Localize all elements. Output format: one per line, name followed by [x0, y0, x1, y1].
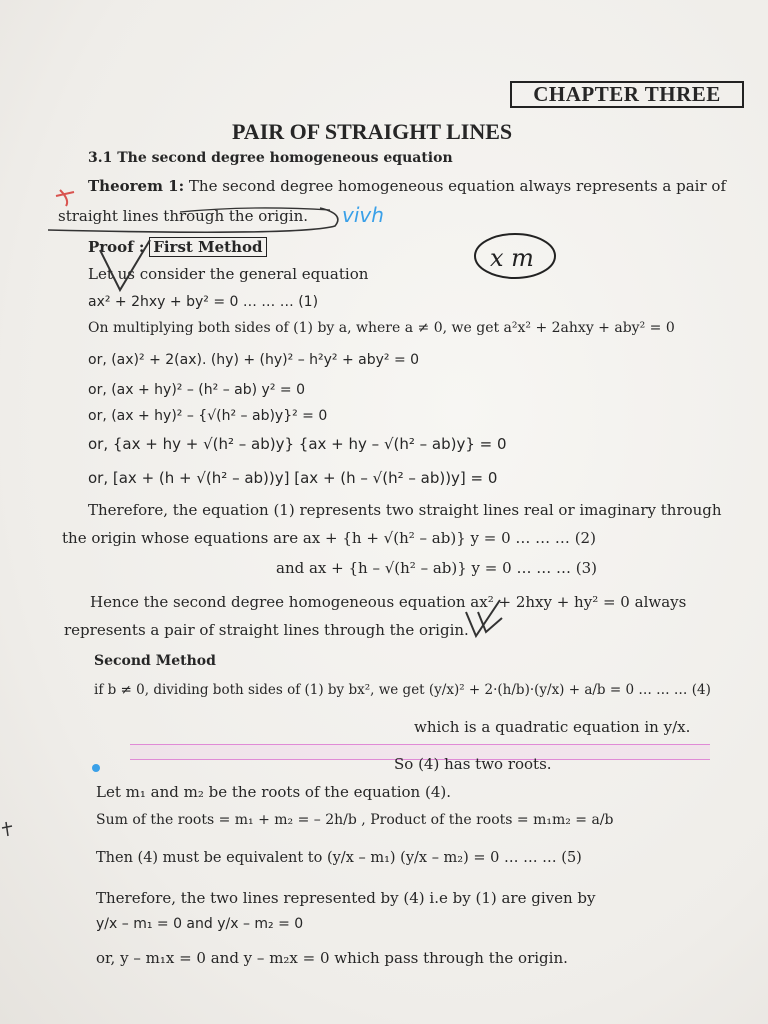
theorem-label: Theorem 1:: [88, 177, 185, 195]
quadratic-line: which is a quadratic equation in y/x.: [414, 718, 691, 736]
therefore-lines: Therefore, the two lines represented by (4) i.e by (1) are given by: [96, 889, 596, 907]
multiply-line: On multiplying both sides of (1) by a, where a ≠ 0, we get a²x² + 2ahxy + aby² = 0: [88, 320, 675, 336]
page-title: PAIR OF STRAIGHT LINES: [232, 119, 513, 144]
first-method-label: First Method: [149, 237, 266, 257]
lines-equations: y/x – m₁ = 0 and y/x – m₂ = 0: [96, 916, 304, 932]
theorem-text-1: The second degree homogeneous equation always represents a pair of: [188, 177, 726, 195]
section-heading: 3.1 The second degree homogeneous equation: [88, 150, 453, 166]
proof-label: Proof :: [88, 238, 145, 256]
or-line-2: or, (ax + hy)² – (h² – ab) y² = 0: [88, 382, 305, 398]
second-method-heading: Second Method: [94, 653, 216, 669]
pen-checkmark: [100, 240, 150, 290]
or-line-3: or, (ax + hy)² – {√(h² – ab)y}² = 0: [88, 408, 328, 424]
theorem-underline-scribble: [48, 208, 338, 232]
sum-product-line: Sum of the roots = m₁ + m₂ = – 2h/b , Product of the roots = m₁m₂ = a/b: [96, 812, 614, 828]
roots-line: So (4) has two roots.: [394, 755, 552, 773]
margin-mark: [2, 822, 12, 836]
blue-handwriting: vivh: [342, 203, 384, 227]
hence-line-1: Hence the second degree homogeneous equation ax² + 2hxy + hy² = 0 always: [90, 593, 687, 611]
hence-line-2: represents a pair of straight lines through the origin.: [64, 621, 469, 639]
final-line: or, y – m₁x = 0 and y – m₂x = 0 which pass through the origin.: [96, 949, 568, 967]
pen-check-hence: [466, 600, 500, 636]
theorem-text-2: straight lines through the origin.: [58, 207, 309, 225]
then-line: Then (4) must be equivalent to (y/x – m₁) (y/x – m₂) = 0 … … … (5): [96, 850, 582, 866]
divide-line: if b ≠ 0, dividing both sides of (1) by bx², we get (y/x)² + 2·(h/b)·(y/x) + a/b = 0 … … … (4): [94, 682, 711, 698]
or-line-4: or, {ax + hy + √(h² – ab)y} {ax + hy – √(h² – ab)y} = 0: [88, 435, 507, 453]
therefore-line-1: Therefore, the equation (1) represents two straight lines real or imaginary through: [88, 501, 722, 519]
equation-1: ax² + 2hxy + by² = 0 … … … (1): [88, 294, 319, 310]
handwritten-note-text: x m: [490, 244, 534, 272]
chapter-heading: CHAPTER THREE: [510, 81, 744, 108]
or-line-5: or, [ax + (h + √(h² – ab))y] [ax + (h – √(h² – ab))y] = 0: [88, 469, 498, 487]
or-line-1: or, (ax)² + 2(ax). (hy) + (hy)² – h²y² + aby² = 0: [88, 352, 420, 368]
therefore-line-2: the origin whose equations are ax + {h + √(h² – ab)} y = 0 … … … (2): [62, 529, 596, 547]
equation-3: and ax + {h – √(h² – ab)} y = 0 … … … (3): [276, 559, 597, 577]
let-line: Let m₁ and m₂ be the roots of the equation (4).: [96, 783, 451, 801]
blue-ink-dot: [92, 764, 100, 772]
red-tick-mark: [56, 190, 74, 206]
proof-intro: Let us consider the general equation: [88, 265, 369, 283]
